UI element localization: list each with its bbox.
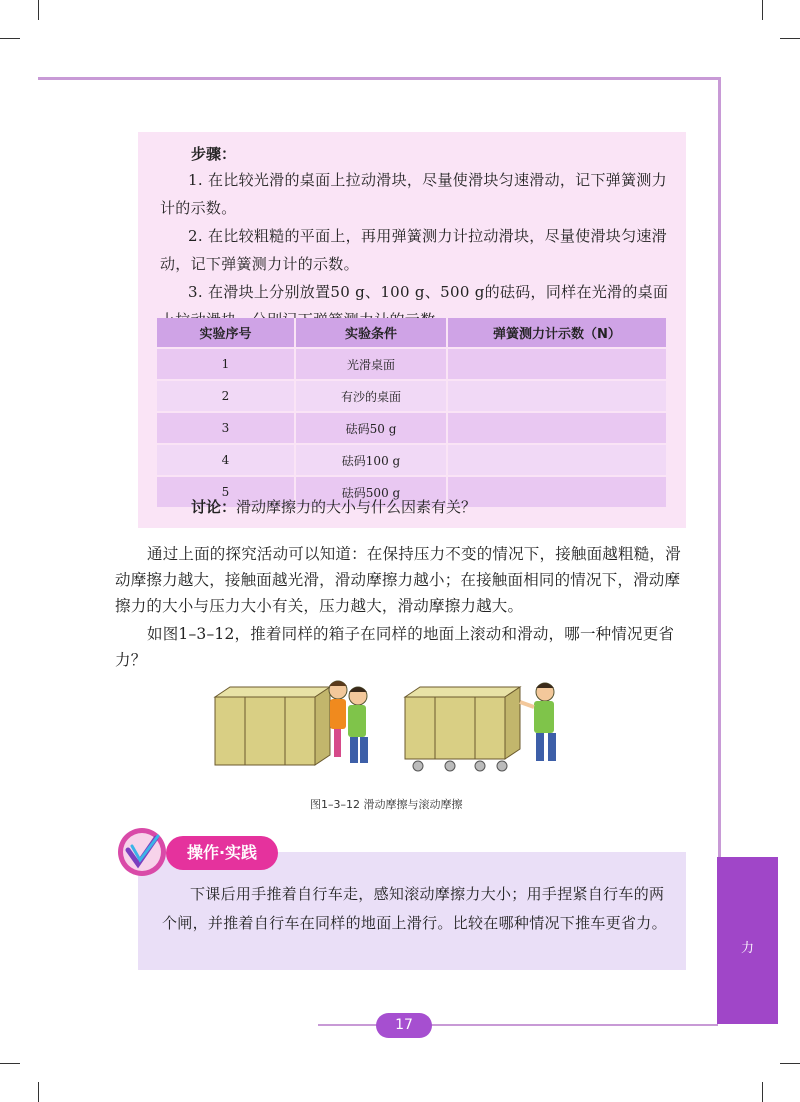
step-1: 1. 在比较光滑的桌面上拉动滑块，尽量使滑块匀速滑动，记下弹簧测力计的示数。 — [160, 171, 667, 217]
page-border-top — [38, 77, 720, 80]
discussion-label: 讨论： — [191, 498, 237, 516]
children-pushing-box — [329, 681, 368, 763]
crop-mark — [38, 0, 39, 20]
table-row — [157, 444, 667, 476]
sliding-box — [215, 687, 330, 765]
step-3: 3. 在滑块上分别放置50 g、100 g、500 g的砝码，同样在光滑的桌面 — [188, 283, 669, 301]
table-cell[interactable] — [447, 348, 667, 380]
table-row — [157, 412, 667, 444]
table-cell: 砝码50 g — [295, 412, 447, 444]
friction-illustration — [210, 672, 590, 782]
page-number: 17 — [376, 1013, 432, 1038]
table-header-row — [157, 318, 667, 348]
table-cell[interactable] — [447, 380, 667, 412]
figure-caption: 图1–3–12 滑动摩擦与滚动摩擦 — [310, 798, 463, 811]
body-paragraph: 如图1–3–12，推着同样的箱子在同样的地面上滚动和滑动，哪一种情况更省力？ — [115, 625, 675, 669]
rolling-box — [405, 687, 520, 771]
table-row — [157, 380, 667, 412]
table-cell[interactable] — [447, 444, 667, 476]
table-cell: 光滑桌面 — [295, 348, 447, 380]
practice-text: 下课后用手推着自行车走，感知滚动摩擦力大小；用手捏紧自行车的两个闸，并推着自行车在同样的地面上滑行。比较在哪种情况下推车更省力。 — [162, 885, 667, 932]
table-cell: 砝码100 g — [295, 444, 447, 476]
crop-mark — [780, 38, 800, 39]
crop-mark — [38, 1082, 39, 1102]
chapter-side-tab — [717, 857, 778, 1024]
practice-title: 操作·实践 — [166, 836, 278, 870]
table-cell: 4 — [157, 444, 295, 476]
table-cell: 2 — [157, 380, 295, 412]
crop-mark — [0, 1063, 20, 1064]
body-paragraph: 通过上面的探究活动可以知道：在保持压力不变的情况下，接触面越粗糙，滑动摩擦力越大，接触面越光滑，滑动摩擦力越小；在接触面相同的情况下，滑动摩擦力的大小与压力大小有关，压力越大，滑动摩擦力越大。 — [115, 545, 681, 615]
table-header: 弹簧测力计示数（N） — [447, 318, 667, 348]
page-border-right — [718, 77, 721, 857]
table-cell: 1 — [157, 348, 295, 380]
table-cell: 砝码500 g — [295, 476, 447, 507]
table-row — [157, 348, 667, 380]
steps-title: 步骤： — [191, 145, 237, 163]
crop-mark — [762, 1082, 763, 1102]
table-cell: 5 — [157, 476, 295, 507]
table-cell: 3 — [157, 412, 295, 444]
child-pushing-rolling-box — [520, 683, 556, 761]
table-header: 实验序号 — [157, 318, 295, 348]
crop-mark — [0, 38, 20, 39]
crop-mark — [780, 1063, 800, 1064]
side-tab-label: 力 — [741, 941, 755, 956]
table-cell[interactable] — [447, 476, 667, 507]
discussion-text: 滑动摩擦力的大小与什么因素有关？ — [236, 498, 477, 516]
experiment-table — [157, 318, 668, 507]
table-cell: 有沙的桌面 — [295, 380, 447, 412]
step-2: 2. 在比较粗糙的平面上，再用弹簧测力计拉动滑块，尽量使滑块匀速滑动，记下弹簧测力计的示数。 — [160, 227, 667, 273]
table-cell[interactable] — [447, 412, 667, 444]
crop-mark — [762, 0, 763, 20]
discussion — [191, 496, 476, 517]
table-header: 实验条件 — [295, 318, 447, 348]
